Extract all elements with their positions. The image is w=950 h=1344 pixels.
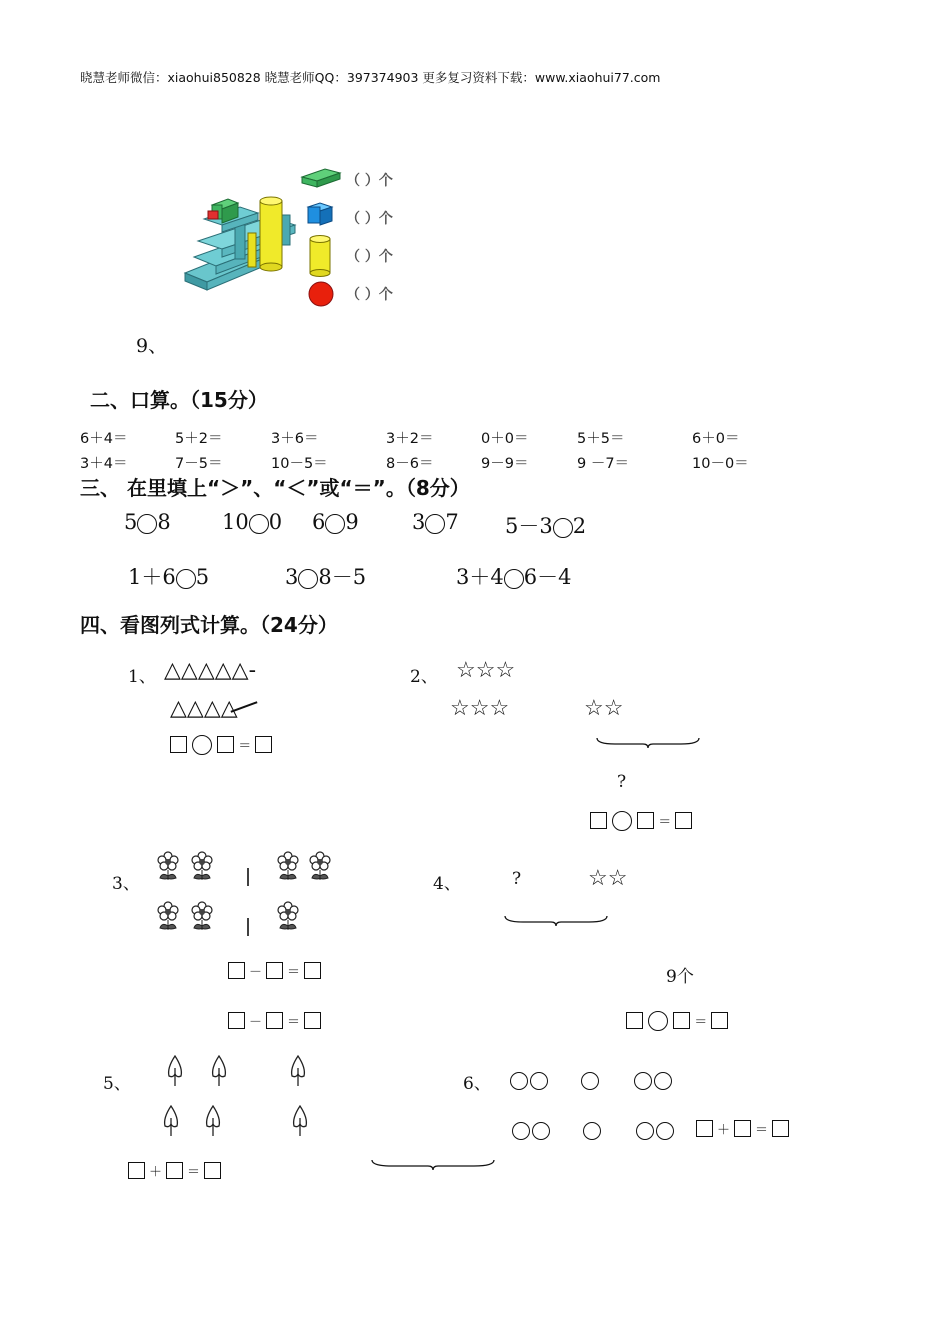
answer-circle[interactable] bbox=[504, 569, 524, 589]
star-row-2a: ☆☆☆ bbox=[450, 696, 510, 721]
triangle-row-1: △△△△△- bbox=[164, 658, 257, 683]
equals-sign: ＝ bbox=[187, 1165, 201, 1180]
calc-r1-3: 3＋6＝ bbox=[271, 431, 319, 447]
compare-right: 8－5 bbox=[318, 565, 367, 589]
problem-3-label: 3、 bbox=[112, 874, 140, 894]
circle-icon bbox=[634, 1072, 652, 1090]
answer-box[interactable] bbox=[228, 962, 245, 979]
problem-4-label: 4、 bbox=[433, 874, 461, 894]
equation-1 bbox=[170, 734, 272, 755]
answer-box[interactable] bbox=[266, 962, 283, 979]
calc-r1-6: 5＋5＝ bbox=[577, 431, 625, 447]
compare-left: 3 bbox=[412, 510, 426, 534]
blank-label-2: （ ）个 bbox=[346, 211, 393, 227]
section-2-title: 二、口算。（15分） bbox=[90, 388, 268, 412]
equals-sign: ＝ bbox=[238, 739, 252, 754]
compare-r2-2 bbox=[285, 561, 366, 591]
question-mark: ? bbox=[512, 869, 522, 889]
minus-sign: － bbox=[249, 1015, 263, 1030]
equals-sign: ＝ bbox=[755, 1123, 769, 1138]
answer-box[interactable] bbox=[590, 812, 607, 829]
compare-right: 6－4 bbox=[523, 565, 572, 589]
blank-label-1: （ ）个 bbox=[346, 173, 393, 189]
equation-4 bbox=[626, 1010, 728, 1031]
compare-left: 6 bbox=[312, 510, 326, 534]
compare-right: 9 bbox=[345, 510, 359, 534]
compare-right: 7 bbox=[445, 510, 459, 534]
equation-3b bbox=[228, 1010, 321, 1030]
circle-icon bbox=[512, 1122, 530, 1140]
star-row-1: ☆☆☆ bbox=[456, 658, 516, 683]
blank-label-3: （ ）个 bbox=[346, 249, 393, 265]
calc-r2-1: 3＋4＝ bbox=[80, 456, 128, 472]
problem-2-label: 2、 bbox=[410, 667, 438, 687]
circle-row-1 bbox=[510, 1070, 672, 1090]
calc-r2-4: 8－6＝ bbox=[386, 456, 434, 472]
answer-box[interactable] bbox=[696, 1120, 713, 1137]
compare-left: 3 bbox=[285, 565, 299, 589]
circle-icon bbox=[510, 1072, 528, 1090]
compare-right: 0 bbox=[268, 510, 283, 534]
triangle-row-2: △△△△ bbox=[170, 696, 238, 721]
answer-circle[interactable] bbox=[425, 514, 445, 534]
answer-box[interactable] bbox=[204, 1162, 221, 1179]
problem-5-label: 5、 bbox=[103, 1074, 131, 1094]
brace-icon bbox=[595, 736, 701, 750]
question-mark: ? bbox=[617, 772, 627, 792]
plus-sign: ＋ bbox=[149, 1165, 163, 1180]
equation-6 bbox=[696, 1118, 789, 1138]
answer-box[interactable] bbox=[711, 1012, 728, 1029]
answer-box[interactable] bbox=[228, 1012, 245, 1029]
equation-5 bbox=[128, 1160, 221, 1180]
compare-right: 2 bbox=[572, 514, 587, 538]
operator-circle[interactable] bbox=[648, 1011, 668, 1031]
answer-box[interactable] bbox=[673, 1012, 690, 1029]
circle-icon bbox=[530, 1072, 548, 1090]
compare-r1-4 bbox=[412, 510, 459, 534]
plus-sign: ＋ bbox=[717, 1123, 731, 1138]
calc-r2-7: 10－0＝ bbox=[692, 456, 749, 472]
compare-r1-5 bbox=[505, 510, 586, 540]
compare-r1-1 bbox=[124, 510, 171, 534]
operator-circle[interactable] bbox=[192, 735, 212, 755]
calc-r1-5: 0＋0＝ bbox=[481, 431, 529, 447]
operator-circle[interactable] bbox=[612, 811, 632, 831]
total-label: 9个 bbox=[666, 967, 694, 987]
answer-box[interactable] bbox=[734, 1120, 751, 1137]
calc-r1-2: 5＋2＝ bbox=[175, 431, 223, 447]
compare-left: 3＋4 bbox=[456, 565, 504, 589]
calc-r1-7: 6＋0＝ bbox=[692, 431, 740, 447]
answer-box[interactable] bbox=[675, 812, 692, 829]
answer-circle[interactable] bbox=[298, 569, 318, 589]
flowers-figure bbox=[152, 850, 342, 940]
star-row-2b: ☆☆ bbox=[584, 696, 624, 721]
equation-3a bbox=[228, 960, 321, 980]
brace-icon bbox=[503, 914, 609, 928]
equals-sign: ＝ bbox=[287, 1015, 301, 1030]
calc-r2-5: 9－9＝ bbox=[481, 456, 529, 472]
problem-1-label: 1、 bbox=[128, 667, 156, 687]
star-group: ☆☆ bbox=[588, 866, 628, 891]
calc-r2-3: 10－5＝ bbox=[271, 456, 328, 472]
page-header: 晓慧老师微信：xiaohui850828 晓慧老师QQ：397374903 更多复习资料下载：www.xiaohui77.com bbox=[80, 70, 661, 85]
calc-r1-4: 3＋2＝ bbox=[386, 431, 434, 447]
blank-label-4: （ ）个 bbox=[346, 287, 393, 303]
answer-circle[interactable] bbox=[553, 518, 573, 538]
answer-box[interactable] bbox=[637, 812, 654, 829]
answer-circle[interactable] bbox=[249, 514, 269, 534]
answer-box[interactable] bbox=[304, 1012, 321, 1029]
answer-box[interactable] bbox=[626, 1012, 643, 1029]
answer-box[interactable] bbox=[266, 1012, 283, 1029]
answer-circle[interactable] bbox=[325, 514, 345, 534]
circle-icon bbox=[656, 1122, 674, 1140]
equation-2 bbox=[590, 810, 692, 831]
compare-r2-1 bbox=[128, 561, 209, 591]
answer-box[interactable] bbox=[304, 962, 321, 979]
answer-box[interactable] bbox=[772, 1120, 789, 1137]
question-9-label: 9、 bbox=[136, 335, 168, 357]
equals-sign: ＝ bbox=[287, 965, 301, 980]
answer-box[interactable] bbox=[128, 1162, 145, 1179]
compare-left: 5 bbox=[124, 510, 138, 534]
problem-6-label: 6、 bbox=[463, 1074, 491, 1094]
calc-r1-1: 6＋4＝ bbox=[80, 431, 128, 447]
answer-circle[interactable] bbox=[137, 514, 157, 534]
equals-sign: ＝ bbox=[658, 815, 672, 830]
compare-left: 5－3 bbox=[505, 514, 553, 538]
answer-box[interactable] bbox=[255, 736, 272, 753]
answer-box[interactable] bbox=[217, 736, 234, 753]
section-3-title: 三、 在里填上“＞”、“＜”或“＝”。（8分） bbox=[80, 476, 470, 500]
circle-icon bbox=[532, 1122, 550, 1140]
answer-box[interactable] bbox=[170, 736, 187, 753]
circle-row-2 bbox=[512, 1120, 674, 1140]
calc-r2-2: 7－5＝ bbox=[175, 456, 223, 472]
brace-icon bbox=[370, 1158, 498, 1172]
compare-left: 1＋6 bbox=[128, 565, 176, 589]
circle-icon bbox=[583, 1122, 601, 1140]
circle-icon bbox=[581, 1072, 599, 1090]
compare-left: 10 bbox=[222, 510, 249, 534]
compare-right: 5 bbox=[195, 565, 210, 589]
equals-sign: ＝ bbox=[694, 1015, 708, 1030]
calc-r2-6: 9 －7＝ bbox=[577, 456, 630, 472]
minus-sign: － bbox=[249, 965, 263, 980]
compare-r2-3 bbox=[456, 561, 571, 591]
compare-r1-3 bbox=[312, 510, 359, 534]
trees-figure bbox=[150, 1052, 320, 1142]
circle-icon bbox=[654, 1072, 672, 1090]
compare-r1-2 bbox=[222, 510, 282, 534]
answer-box[interactable] bbox=[166, 1162, 183, 1179]
compare-right: 8 bbox=[157, 510, 171, 534]
section-4-title: 四、看图列式计算。（24分） bbox=[80, 613, 338, 637]
circle-icon bbox=[636, 1122, 654, 1140]
answer-circle[interactable] bbox=[176, 569, 196, 589]
